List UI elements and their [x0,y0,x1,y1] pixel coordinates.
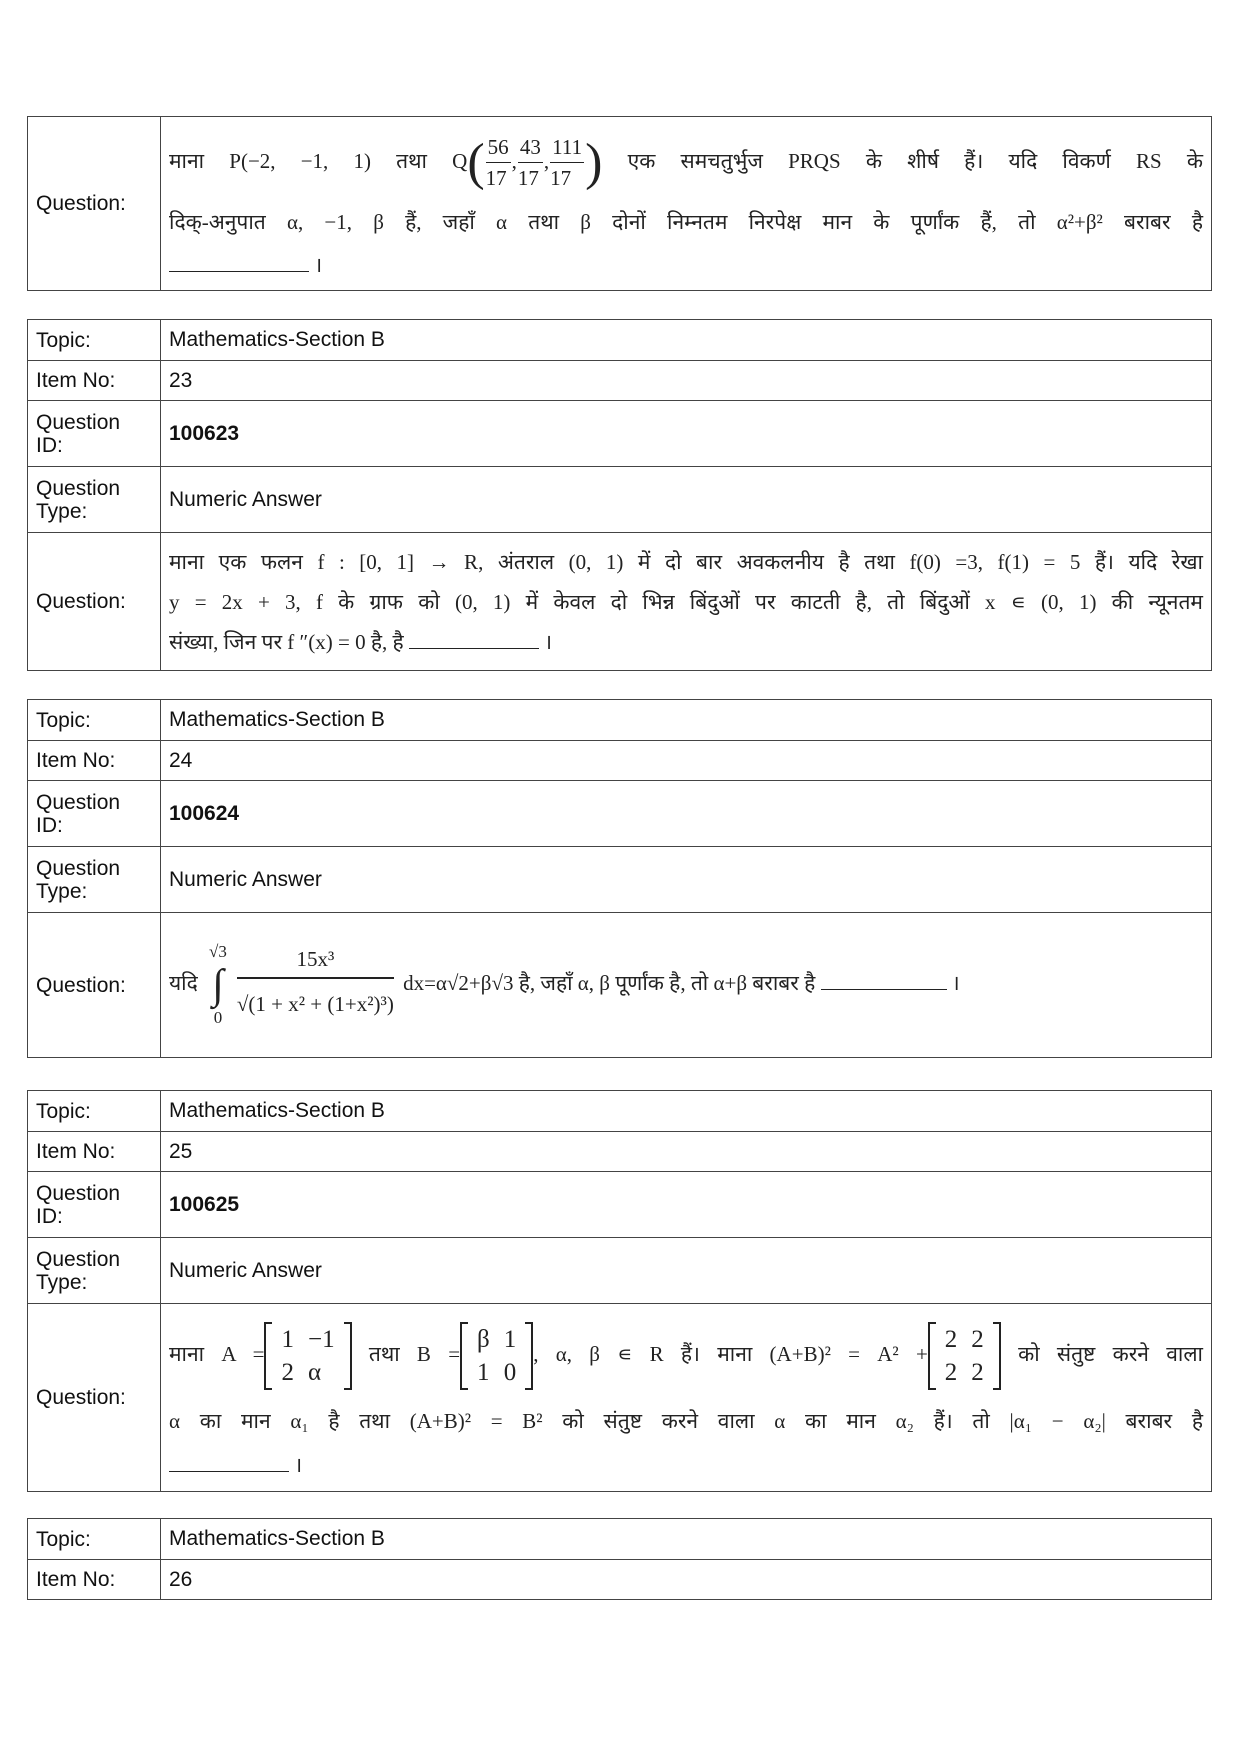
question-text: माना A = 1 −1 2 α तथा B = β 1 1 0 , α, β ∊ R हैं। माना (A+B)² = A² + 2 2 2 2 को संतुष्ट करने वाला α का मान α₁ है तथा (A+B)² = B² को संतुष्ट करने वाला α का मान α₂ हैं। तो |α₁ − α₂| बराबर है । [161,1304,1212,1492]
matrix-c: 2 2 2 2 [928,1322,1001,1390]
topic-label: Topic: [28,700,161,741]
topic-value: Mathematics-Section B [161,320,1212,361]
answer-blank [169,1471,289,1472]
question-type-label: Question Type: [28,1238,161,1304]
topic-label: Topic: [28,1091,161,1132]
question-text: यदि √3 ∫ 0 15x³ √(1 + x² + (1+x²)³) dx=α√2+β√3 है, जहाँ α, β पूर्णांक है, तो α+β बराबर है । [161,913,1212,1058]
question-text: माना एक फलन f : [0, 1] → R, अंतराल (0, 1) में दो बार अवकलनीय है तथा f(0) =3, f(1) = 5 हैं। यदि रेखा y = 2x + 3, f के ग्राफ को (0, 1) में केवल दो भिन्न बिंदुओं पर काटती है, तो बिंदुओं x ∊ (0, 1) की न्यूनतम संख्या, जिन पर f ″(x) = 0 है, है । [161,533,1212,671]
question-block-26 [27,1518,1212,1600]
question-text: माना P(−2, −1, 1) तथा Q( $\frac{56}{17}$ , $\frac{43}{17}$ , $\frac{111}{17}$ ) एक समचतुर्भुज PRQS के शीर्ष हैं। यदि विकर्ण RS के दिक्-अनुपात α, −1, β हैं, जहाँ α तथा β दोनों निम्नतम निरपेक्ष मान के पूर्णांक हैं, तो α²+β² बराबर है । [161,117,1212,291]
matrix-a: 1 −1 2 α [264,1322,351,1390]
question-type-label: Question Type: [28,467,161,533]
integral-expression: √3 ∫ 0 15x³ √(1 + x² + (1+x²)³) [209,942,394,1027]
item-no-value: 24 [161,741,1212,781]
topic-label: Topic: [28,1519,161,1560]
question-block-24 [27,699,1212,1058]
question-type-value: Numeric Answer [161,1238,1212,1304]
question-label: Question: [28,1304,161,1492]
question-id-label: Question ID: [28,401,161,467]
question-id-value: 100623 [161,401,1212,467]
matrix-b: β 1 1 0 [460,1322,533,1390]
question-block-25 [27,1090,1212,1492]
item-no-label: Item No: [28,361,161,401]
question-type-value: Numeric Answer [161,847,1212,913]
item-no-label: Item No: [28,1132,161,1172]
question-type-value: Numeric Answer [161,467,1212,533]
item-no-label: Item No: [28,1560,161,1600]
topic-value: Mathematics-Section B [161,1519,1212,1560]
topic-value: Mathematics-Section B [161,1091,1212,1132]
topic-label: Topic: [28,320,161,361]
question-label: Question: [28,117,161,291]
item-no-value: 25 [161,1132,1212,1172]
item-no-label: Item No: [28,741,161,781]
question-id-value: 100625 [161,1172,1212,1238]
question-id-label: Question ID: [28,781,161,847]
question-id-value: 100624 [161,781,1212,847]
topic-value: Mathematics-Section B [161,700,1212,741]
question-block-22 [27,116,1212,291]
question-block-23 [27,319,1212,671]
answer-blank [821,989,947,990]
answer-blank [409,648,539,649]
question-id-label: Question ID: [28,1172,161,1238]
question-type-label: Question Type: [28,847,161,913]
answer-blank [169,271,309,272]
question-label: Question: [28,913,161,1058]
item-no-value: 26 [161,1560,1212,1600]
question-label: Question: [28,533,161,671]
item-no-value: 23 [161,361,1212,401]
